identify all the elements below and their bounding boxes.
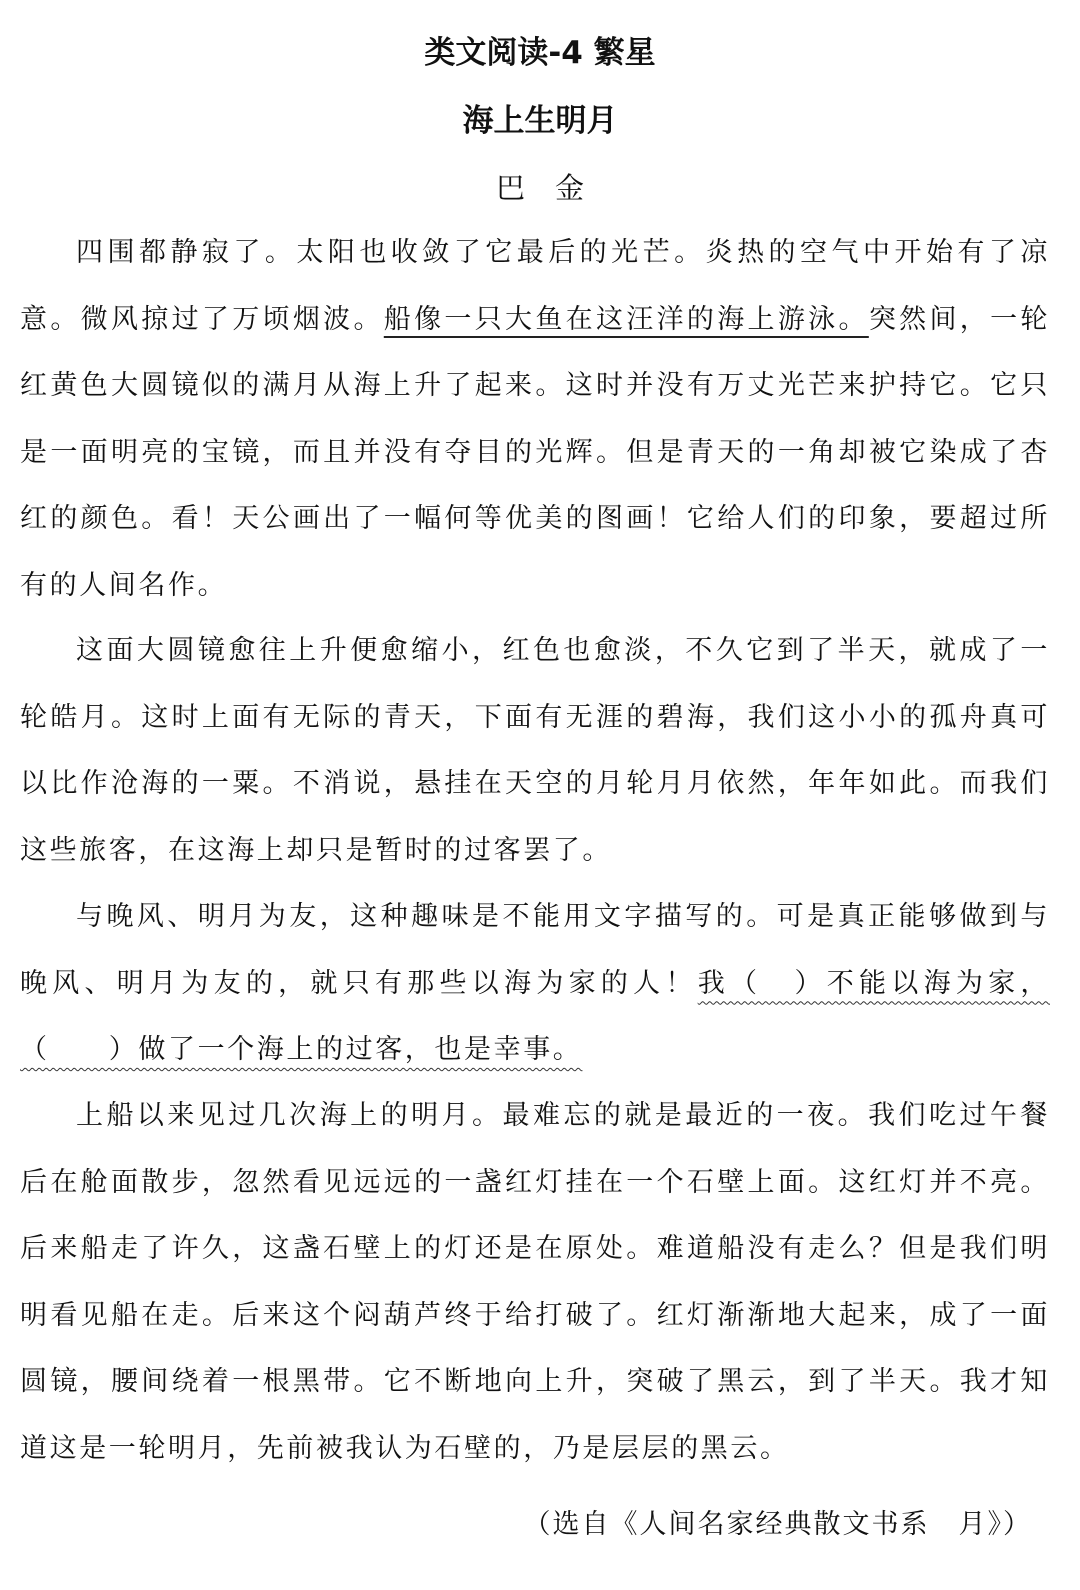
paragraph-4: 上船以来见过几次海上的明月。最难忘的就是最近的一夜。我们吃过午餐后在舱面散步，忽然看见远远的一盏红灯挂在一个石壁上面。这红灯并不亮。后来船走了许久，这盏石壁上的灯还是在原处。难道船没有走么？但是我们明明看见船在走。后来这个闷葫芦终于给打破了。红灯渐渐地大起来，成了一面圆镜，腰间绕着一根黑带。它不断地向上升，突破了黑云，到了半天。我才知道这是一轮明月，先前被我认为石壁的，乃是层层的黑云。 (20, 1100, 1050, 1464)
paragraph-2: 这面大圆镜愈往上升便愈缩小，红色也愈淡，不久它到了半天，就成了一轮皓月。这时上面有无际的青天，下面有无涯的碧海，我们这小小的孤舟真可以比作沧海的一粟。不消说，悬挂在天空的月轮月月依然，年年如此。而我们这些旅客，在这海上却只是暂时的过客罢了。 (20, 635, 1050, 866)
paragraph-3 (20, 884, 1050, 1084)
article-author: 巴金 (495, 171, 614, 205)
underlined-sentence: 船像一只大鱼在这汪洋的海上游泳。 (383, 303, 869, 335)
wavy-underlined-fill-in-sentence: 我（ ）不能以海为家，（ ）做了一个海上的过客，也是幸事。 (20, 967, 1050, 1065)
paragraph-3-text-a: 与晚风、明月为友，这种趣味是不能用文字描写的。可是真正能够做到与晚风、明月为友的，就只有那些以海为家的人！ (20, 901, 1050, 999)
page-title: 类文阅读-4 繁星 (424, 35, 656, 71)
paragraph-1 (20, 220, 1050, 619)
article-title: 海上生明月 (462, 103, 618, 139)
paragraph-1-text-b: 突然间，一轮红黄色大圆镜似的满月从海上升了起来。这时并没有万丈光芒来护持它。它只是一面明亮的宝镜，而且并没有夺目的光辉。但是青天的一角却被它染成了杏红的颜色。看！天公画出了一幅何等优美的图画！它给人们的印象，要超过所有的人间名作。 (20, 303, 1050, 601)
paragraph-1-text-a: 四围都静寂了。太阳也收敛了它最后的光芒。炎热的空气中开始有了凉意。微风掠过了万顷烟波。 (20, 237, 1050, 335)
source-citation: （选自《人间名家经典散文书系 月》） (523, 1509, 1032, 1540)
